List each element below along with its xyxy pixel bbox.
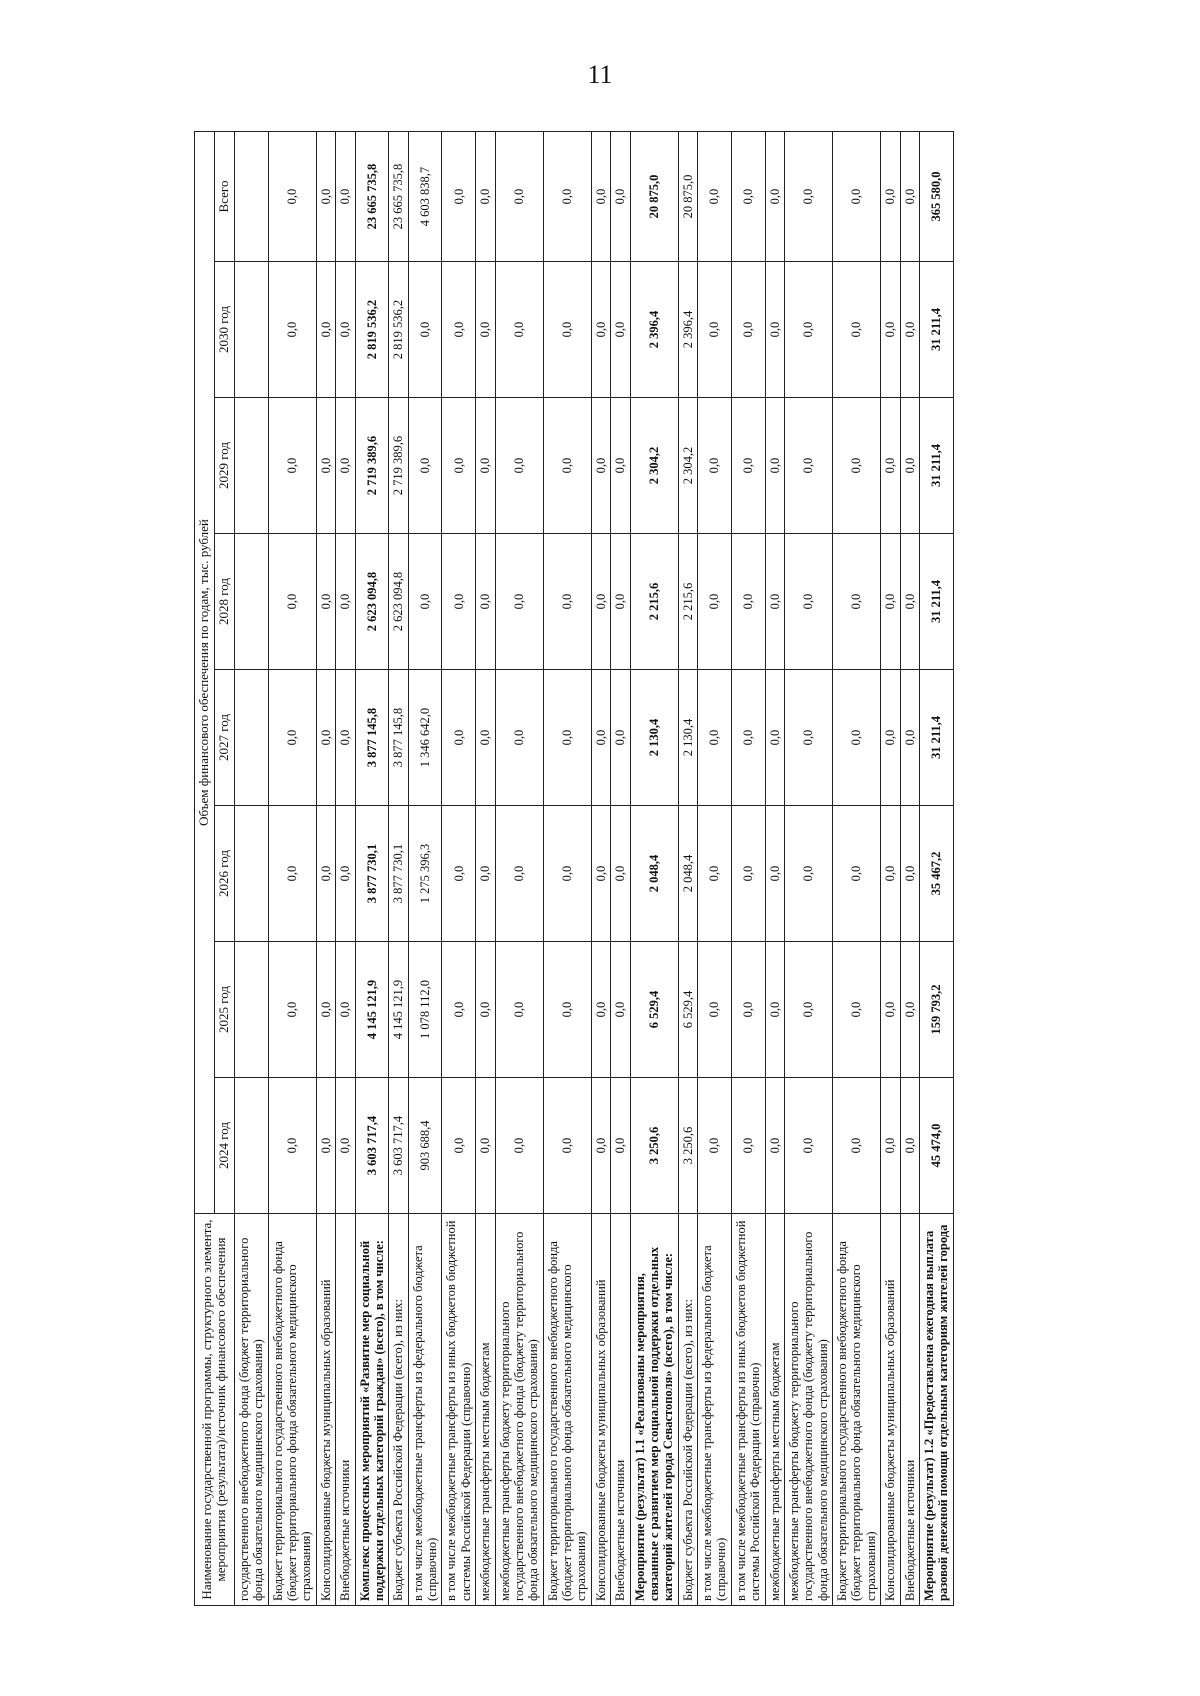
row-value: 2 396,4 xyxy=(678,262,697,398)
row-label: Консолидированные бюджеты муниципальных образований xyxy=(591,1214,610,1606)
row-value: 0,0 xyxy=(268,942,316,1078)
row-value: 0,0 xyxy=(476,398,495,534)
row-value: 0,0 xyxy=(765,670,784,806)
row-value: 0,0 xyxy=(784,942,832,1078)
row-value: 0,0 xyxy=(268,131,316,261)
row-label: Консолидированные бюджеты муниципальных образований xyxy=(316,1214,335,1606)
row-label: в том числе межбюджетные трансферты из федерального бюджета (справочно) xyxy=(698,1214,732,1606)
row-value: 0,0 xyxy=(442,262,476,398)
row-value: 0,0 xyxy=(543,670,591,806)
row-value: 0,0 xyxy=(698,806,732,942)
row-value: 0,0 xyxy=(611,398,630,534)
row-value: 0,0 xyxy=(316,1078,335,1214)
row-value: 0,0 xyxy=(611,942,630,1078)
row-value: 0,0 xyxy=(784,1078,832,1214)
row-value xyxy=(234,534,268,670)
row-value: 0,0 xyxy=(316,534,335,670)
row-value: 23 665 735,8 xyxy=(389,131,408,261)
row-value xyxy=(234,131,268,261)
row-label: Мероприятие (результат) 1.2 «Предоставлена ежегодная выплата разовой денежной помощи отдельным категориям жителей города xyxy=(919,1214,953,1606)
row-value: 0,0 xyxy=(833,942,881,1078)
row-value: 0,0 xyxy=(731,534,765,670)
row-value: 0,0 xyxy=(900,1078,919,1214)
table-row xyxy=(442,131,476,1605)
row-value: 0,0 xyxy=(611,806,630,942)
row-value: 0,0 xyxy=(900,262,919,398)
row-value: 20 875,0 xyxy=(630,131,678,261)
row-value: 0,0 xyxy=(476,1078,495,1214)
row-value: 2 304,2 xyxy=(630,398,678,534)
row-value: 0,0 xyxy=(442,534,476,670)
row-value: 0,0 xyxy=(442,1078,476,1214)
row-label: Внебюджетные источники xyxy=(611,1214,630,1606)
row-value: 31 211,4 xyxy=(919,398,953,534)
row-value: 0,0 xyxy=(442,398,476,534)
row-value: 4 145 121,9 xyxy=(389,942,408,1078)
row-value: 0,0 xyxy=(731,1078,765,1214)
row-value: 365 580,0 xyxy=(919,131,953,261)
row-value: 0,0 xyxy=(495,806,543,942)
table-row xyxy=(543,131,591,1605)
row-value: 0,0 xyxy=(784,131,832,261)
row-value: 0,0 xyxy=(881,670,900,806)
header-year: 2026 год xyxy=(214,806,234,942)
header-group: Объем финансового обеспечения по годам, тыс. рублей xyxy=(195,131,215,1213)
row-label: Комплекс процессных мероприятий «Развитие мер социальной поддержки отдельных категорий граждан» (всего), в том числе: xyxy=(355,1214,389,1606)
row-value: 3 603 717,4 xyxy=(389,1078,408,1214)
row-value: 0,0 xyxy=(833,1078,881,1214)
row-value: 0,0 xyxy=(336,262,355,398)
row-value: 2 819 536,2 xyxy=(389,262,408,398)
page-number: 11 xyxy=(587,60,613,89)
row-value: 31 211,4 xyxy=(919,262,953,398)
row-value: 0,0 xyxy=(316,398,335,534)
row-value: 0,0 xyxy=(698,262,732,398)
row-label: Внебюджетные источники xyxy=(336,1214,355,1606)
row-value xyxy=(234,806,268,942)
table-row xyxy=(765,131,784,1605)
row-value: 3 603 717,4 xyxy=(355,1078,389,1214)
table-row xyxy=(336,131,355,1605)
row-value: 0,0 xyxy=(900,398,919,534)
row-value: 0,0 xyxy=(833,262,881,398)
row-value: 2 130,4 xyxy=(630,670,678,806)
row-value: 0,0 xyxy=(495,1078,543,1214)
row-value: 0,0 xyxy=(900,806,919,942)
row-value: 2 819 536,2 xyxy=(355,262,389,398)
row-value xyxy=(234,670,268,806)
row-value: 0,0 xyxy=(408,534,442,670)
row-value: 0,0 xyxy=(698,534,732,670)
row-value xyxy=(234,262,268,398)
row-value: 0,0 xyxy=(476,262,495,398)
table-row xyxy=(408,131,442,1605)
header-year: 2027 год xyxy=(214,670,234,806)
row-value xyxy=(234,942,268,1078)
row-value: 1 275 396,3 xyxy=(408,806,442,942)
table-row xyxy=(784,131,832,1605)
row-value: 0,0 xyxy=(268,806,316,942)
row-value: 0,0 xyxy=(495,398,543,534)
row-value: 0,0 xyxy=(611,131,630,261)
row-value: 0,0 xyxy=(900,534,919,670)
rotated-table-container xyxy=(194,132,1098,1606)
row-value: 0,0 xyxy=(476,806,495,942)
row-value: 0,0 xyxy=(543,262,591,398)
row-label: межбюджетные трансферты местным бюджетам xyxy=(765,1214,784,1606)
row-value: 0,0 xyxy=(881,131,900,261)
row-value: 0,0 xyxy=(268,398,316,534)
row-value: 0,0 xyxy=(900,942,919,1078)
row-value: 0,0 xyxy=(731,670,765,806)
row-value: 35 467,2 xyxy=(919,806,953,942)
row-value: 0,0 xyxy=(268,670,316,806)
row-value: 3 877 730,1 xyxy=(389,806,408,942)
row-value xyxy=(234,1078,268,1214)
row-value: 0,0 xyxy=(336,398,355,534)
row-value: 0,0 xyxy=(833,806,881,942)
row-value: 0,0 xyxy=(316,670,335,806)
row-value: 0,0 xyxy=(543,1078,591,1214)
row-value: 2 719 389,6 xyxy=(389,398,408,534)
row-value: 0,0 xyxy=(591,1078,610,1214)
table-row xyxy=(678,131,697,1605)
row-value: 0,0 xyxy=(543,131,591,261)
header-year: 2029 год xyxy=(214,398,234,534)
row-value: 0,0 xyxy=(881,262,900,398)
row-value: 0,0 xyxy=(731,806,765,942)
row-label: в том числе межбюджетные трансферты из иных бюджетов бюджетной системы Российской Федерации (справочно) xyxy=(731,1214,765,1606)
row-value: 0,0 xyxy=(336,942,355,1078)
row-value: 0,0 xyxy=(476,670,495,806)
row-value: 3 877 730,1 xyxy=(355,806,389,942)
row-value: 0,0 xyxy=(543,806,591,942)
row-value: 2 719 389,6 xyxy=(355,398,389,534)
table-row xyxy=(611,131,630,1605)
row-value: 1 078 112,0 xyxy=(408,942,442,1078)
row-label: Бюджет территориального государственного внебюджетного фонда (бюджет территориального фонда обязательного медицинского страхования) xyxy=(833,1214,881,1606)
row-value: 0,0 xyxy=(833,398,881,534)
row-value: 0,0 xyxy=(336,1078,355,1214)
row-value: 1 346 642,0 xyxy=(408,670,442,806)
row-value: 0,0 xyxy=(881,806,900,942)
row-value: 0,0 xyxy=(611,670,630,806)
row-value: 3 250,6 xyxy=(678,1078,697,1214)
table-row xyxy=(881,131,900,1605)
row-value: 2 215,6 xyxy=(630,534,678,670)
table-row xyxy=(389,131,408,1605)
row-value: 6 529,4 xyxy=(678,942,697,1078)
row-value: 0,0 xyxy=(336,534,355,670)
row-value: 0,0 xyxy=(268,1078,316,1214)
table-row xyxy=(316,131,335,1605)
row-value: 0,0 xyxy=(476,942,495,1078)
row-value: 0,0 xyxy=(495,942,543,1078)
row-label: Консолидированные бюджеты муниципальных образований xyxy=(881,1214,900,1606)
row-value: 0,0 xyxy=(268,262,316,398)
row-value: 2 048,4 xyxy=(678,806,697,942)
table-row xyxy=(630,131,678,1605)
row-value: 3 250,6 xyxy=(630,1078,678,1214)
row-label: Мероприятие (результат) 1.1 «Реализованы мероприятия, связанные с развитием мер социальной поддержки отдельных категорий жителей города Севастополя» (всего), в том числе: xyxy=(630,1214,678,1606)
row-value: 0,0 xyxy=(765,131,784,261)
row-value: 903 688,4 xyxy=(408,1078,442,1214)
row-label: Внебюджетные источники xyxy=(900,1214,919,1606)
row-value: 0,0 xyxy=(495,262,543,398)
row-value: 0,0 xyxy=(765,1078,784,1214)
financing-table xyxy=(194,131,954,1606)
row-value: 0,0 xyxy=(765,262,784,398)
row-value: 2 623 094,8 xyxy=(355,534,389,670)
row-value: 0,0 xyxy=(591,262,610,398)
row-value: 0,0 xyxy=(591,398,610,534)
row-value: 0,0 xyxy=(543,942,591,1078)
row-value: 2 623 094,8 xyxy=(389,534,408,670)
table-header xyxy=(195,131,235,1605)
row-value: 0,0 xyxy=(495,534,543,670)
row-value: 31 211,4 xyxy=(919,670,953,806)
row-value: 0,0 xyxy=(698,131,732,261)
row-label: межбюджетные трансферты бюджету территориального государственного внебюджетного фонда (бюджету территориального фонда обязательного медицинского страхования) xyxy=(784,1214,832,1606)
row-value: 2 048,4 xyxy=(630,806,678,942)
row-value: 159 793,2 xyxy=(919,942,953,1078)
row-value: 4 603 838,7 xyxy=(408,131,442,261)
row-value: 0,0 xyxy=(881,398,900,534)
row-value: 0,0 xyxy=(591,534,610,670)
row-value: 0,0 xyxy=(765,806,784,942)
row-value: 0,0 xyxy=(336,670,355,806)
header-year: 2028 год xyxy=(214,534,234,670)
row-value: 0,0 xyxy=(833,670,881,806)
row-value: 3 877 145,8 xyxy=(389,670,408,806)
row-value: 0,0 xyxy=(731,262,765,398)
table-row xyxy=(900,131,919,1605)
row-label: межбюджетные трансферты местным бюджетам xyxy=(476,1214,495,1606)
row-label: Бюджет территориального государственного внебюджетного фонда (бюджет территориального фонда обязательного медицинского страхования) xyxy=(543,1214,591,1606)
row-value: 0,0 xyxy=(784,670,832,806)
table-row xyxy=(591,131,610,1605)
row-value: 0,0 xyxy=(268,534,316,670)
row-value: 4 145 121,9 xyxy=(355,942,389,1078)
row-value: 0,0 xyxy=(316,942,335,1078)
row-label: государственного внебюджетного фонда (бюджет территориального фонда обязательного медицинского страхования) xyxy=(234,1214,268,1606)
table-row xyxy=(731,131,765,1605)
row-value: 0,0 xyxy=(698,670,732,806)
row-value: 0,0 xyxy=(495,670,543,806)
row-value: 0,0 xyxy=(442,806,476,942)
row-value: 0,0 xyxy=(611,534,630,670)
row-value: 0,0 xyxy=(316,262,335,398)
row-value: 2 304,2 xyxy=(678,398,697,534)
row-value: 0,0 xyxy=(543,398,591,534)
row-value: 0,0 xyxy=(408,398,442,534)
row-value: 0,0 xyxy=(495,131,543,261)
row-value: 0,0 xyxy=(336,806,355,942)
table-row xyxy=(698,131,732,1605)
row-value: 0,0 xyxy=(698,942,732,1078)
row-value: 0,0 xyxy=(731,398,765,534)
row-label: Бюджет субъекта Российской Федерации (всего), из них: xyxy=(389,1214,408,1606)
row-value: 0,0 xyxy=(833,131,881,261)
row-value: 0,0 xyxy=(765,398,784,534)
row-value: 0,0 xyxy=(543,534,591,670)
row-value: 0,0 xyxy=(784,534,832,670)
row-value: 45 474,0 xyxy=(919,1078,953,1214)
row-value: 0,0 xyxy=(476,131,495,261)
row-value: 0,0 xyxy=(591,942,610,1078)
row-value: 0,0 xyxy=(442,670,476,806)
table-body xyxy=(234,131,953,1605)
row-value: 2 130,4 xyxy=(678,670,697,806)
row-label: в том числе межбюджетные трансферты из федерального бюджета (справочно) xyxy=(408,1214,442,1606)
table-row xyxy=(833,131,881,1605)
row-value: 0,0 xyxy=(784,398,832,534)
row-value: 0,0 xyxy=(900,670,919,806)
row-label: Бюджет субъекта Российской Федерации (всего), из них: xyxy=(678,1214,697,1606)
row-value: 0,0 xyxy=(408,262,442,398)
row-value: 0,0 xyxy=(731,131,765,261)
header-name-column: Наименование государственной программы, структурного элемента, мероприятия (результата)/источник финансового обеспечения xyxy=(195,1214,235,1606)
row-label: межбюджетные трансферты бюджету территориального государственного внебюджетного фонда (бюджету территориального фонда обязательного медицинского страхования) xyxy=(495,1214,543,1606)
table-row xyxy=(476,131,495,1605)
row-value: 0,0 xyxy=(476,534,495,670)
row-value: 0,0 xyxy=(591,131,610,261)
table-row xyxy=(268,131,316,1605)
row-value: 0,0 xyxy=(731,942,765,1078)
row-value: 20 875,0 xyxy=(678,131,697,261)
row-value: 2 215,6 xyxy=(678,534,697,670)
row-value: 0,0 xyxy=(442,131,476,261)
table-row xyxy=(355,131,389,1605)
row-value: 0,0 xyxy=(698,398,732,534)
row-value: 0,0 xyxy=(900,131,919,261)
row-value: 0,0 xyxy=(336,131,355,261)
header-year: Всего xyxy=(214,131,234,261)
row-value xyxy=(234,398,268,534)
header-year: 2024 год xyxy=(214,1078,234,1214)
row-value: 0,0 xyxy=(833,534,881,670)
row-value: 0,0 xyxy=(881,942,900,1078)
row-value: 0,0 xyxy=(591,670,610,806)
row-value: 23 665 735,8 xyxy=(355,131,389,261)
row-value: 6 529,4 xyxy=(630,942,678,1078)
row-value: 0,0 xyxy=(784,262,832,398)
row-label: в том числе межбюджетные трансферты из иных бюджетов бюджетной системы Российской Федерации (справочно) xyxy=(442,1214,476,1606)
row-value: 0,0 xyxy=(765,534,784,670)
header-year: 2025 год xyxy=(214,942,234,1078)
table-row xyxy=(234,131,268,1605)
row-value: 0,0 xyxy=(316,806,335,942)
row-value: 2 396,4 xyxy=(630,262,678,398)
header-year: 2030 год xyxy=(214,262,234,398)
row-value: 0,0 xyxy=(784,806,832,942)
row-value: 0,0 xyxy=(591,806,610,942)
row-value: 0,0 xyxy=(316,131,335,261)
row-value: 0,0 xyxy=(442,942,476,1078)
row-value: 0,0 xyxy=(611,1078,630,1214)
row-value: 0,0 xyxy=(881,1078,900,1214)
row-value: 0,0 xyxy=(765,942,784,1078)
row-value: 0,0 xyxy=(698,1078,732,1214)
table-row xyxy=(919,131,953,1605)
row-label: Бюджет территориального государственного внебюджетного фонда (бюджет территориального фонда обязательного медицинского страхования) xyxy=(268,1214,316,1606)
row-value: 0,0 xyxy=(611,262,630,398)
row-value: 3 877 145,8 xyxy=(355,670,389,806)
row-value: 0,0 xyxy=(881,534,900,670)
table-row xyxy=(495,131,543,1605)
row-value: 31 211,4 xyxy=(919,534,953,670)
